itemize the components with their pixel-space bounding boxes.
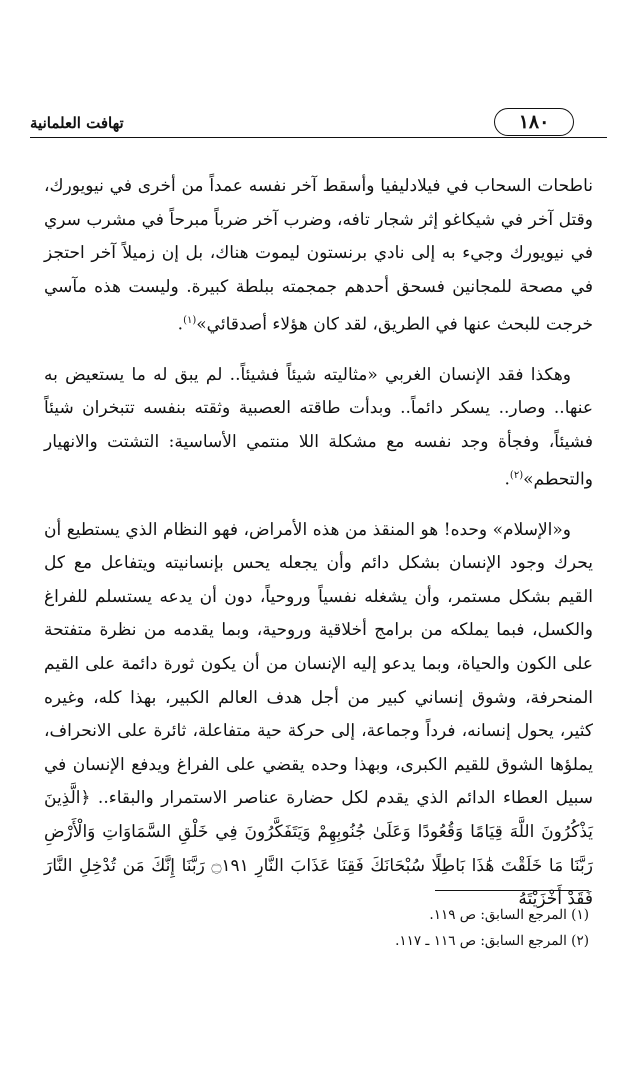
paragraph-2-text: وهكذا فقد الإنسان الغربي «مثاليته شيئاً فشيئاً.. لم يبق له ما يستعيض به عنها.. وصار.. يسكر دائماً.. وبدأت طاقته العصبية وثقته بنفسه تتبخران شيئاً فشيئاً، وفجأة وجد نفسه مع مشكلة اللا منتمي الأساسية: التشتت والانهيار والتحطم» — [44, 364, 593, 491]
paragraph-1-text: ناطحات السحاب في فيلادليفيا وأسقط آخر نفسه عمداً من أخرى في نيويورك، وقتل آخر في شيكاغو إثر شجار تافه، وضرب آخر ضرباً مبرحاً في مشرب سري في نيويورك وجيء به إلى نادي برنستون ليموت هناك، بل إن زميلاً آخر احتجز في مصحة للمجانين فسحق أحدهم جمجمته ببلطة كبيرة. وليست هذه مآسي خرجت للبحث عنها في الطريق، لقد كان هؤلاء أصدقائي» — [44, 176, 593, 336]
quran-verse: ﴿الَّذِينَ يَذْكُرُونَ اللَّهَ قِيَامًا وَقُعُودًا وَعَلَىٰ جُنُوبِهِمْ وَيَتَفَكَّرُونَ فِي خَلْقِ السَّمَاوَاتِ وَالْأَرْضِ رَبَّنَا مَا خَلَقْتَ هَٰذَا بَاطِلًا سُبْحَانَكَ فَقِنَا عَذَابَ النَّارِ ۝١٩١ رَبَّنَا إِنَّكَ مَن تُدْخِلِ النَّارَ فَقَدْ أَخْزَيْتَهُ — [44, 788, 593, 910]
running-title: تهافت العلمانية — [30, 114, 124, 132]
footnote-ref-2: (٢) — [509, 470, 524, 482]
paragraph-3 — [44, 514, 593, 917]
footnote-rule — [435, 890, 589, 891]
footnote-2: (٢) المرجع السابق: ص ١١٦ ـ ١١٧. — [395, 933, 589, 949]
body-text — [44, 170, 593, 933]
page-header — [30, 104, 607, 140]
paragraph-2: وهكذا فقد الإنسان الغربي «مثاليته شيئاً فشيئاً.. لم يبق له ما يستعيض به عنها.. وصار.. يسكر دائماً.. وبدأت طاقته العصبية وثقته بنفسه تتبخران شيئاً فشيئاً، وفجأة وجد نفسه مع مشكلة اللا منتمي الأساسية: التشتت والانهيار والتحطم»$^{(٢)}$. — [44, 364, 593, 491]
page-number: ١٨٠ — [494, 108, 574, 136]
footnotes — [48, 902, 589, 954]
header-rule — [30, 137, 607, 138]
paragraph-3-text: و«الإسلام» وحده! هو المنقذ من هذه الأمراض، فهو النظام الذي يستطيع أن يحرك وجود الإنسان بشكل دائم وأن يجعله يحس بإنسانيته ويتفاعل مع كل القيم بشكل مستمر، وأن يشغله نفسياً وروحياً، دون أن يدعه يستسلم للفراغ والكسل، فبما يملكه من برامج أخلاقية وروحية، وبما يقدمه من نظرة متفتحة على الكون والحياة، وبما يدعو إليه الإنسان من أن يكون ثورة دائمة على القيم المنحرفة، وشوق إنساني كبير من أجل هدف العالم الكبير، بهذا كله، وغيره كثير، يحول إنسانه، فرداً وجماعة، إلى حركة حية متفاعلة، ثائرة على الانحراف، يملؤها الشوق للقيم الكبرى، وبهذا وحده يقضي على الفراغ ويدفع الإنسان في سبيل العطاء الدائم الذي يقدم لكل حضارة عناصر الاستمرار والبقاء.. — [44, 519, 594, 809]
footnote-1: (١) المرجع السابق: ص ١١٩. — [429, 907, 589, 923]
footnote-ref-1: (١) — [183, 315, 197, 327]
paragraph-1: ناطحات السحاب في فيلادليفيا وأسقط آخر نفسه عمداً من أخرى في نيويورك، وقتل آخر في شيكاغو إثر شجار تافه، وضرب آخر ضرباً مبرحاً في مشرب سري في نيويورك وجيء به إلى نادي برنستون ليموت هناك، بل إن زميلاً آخر احتجز في مصحة للمجانين فسحق أحدهم جمجمته ببلطة كبيرة. وليست هذه مآسي خرجت للبحث عنها في الطريق، لقد كان هؤلاء أصدقائي»$^{(١)}$. — [44, 176, 593, 336]
